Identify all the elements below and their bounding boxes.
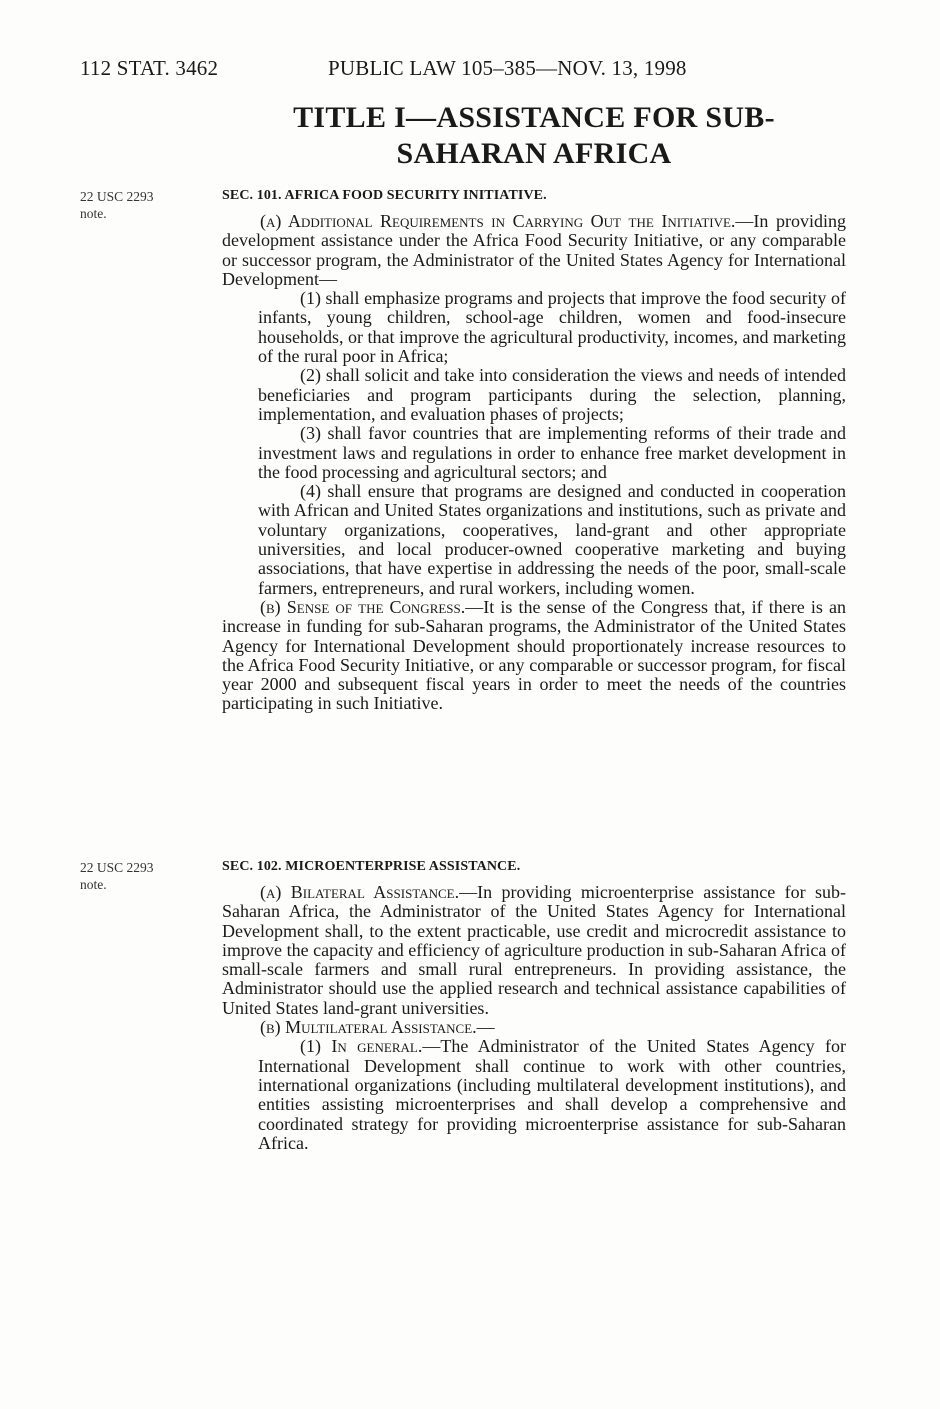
- section-101-body: [222, 212, 846, 714]
- section-101-heading: SEC. 101. AFRICA FOOD SECURITY INITIATIVE.: [222, 188, 547, 203]
- title-line-2: SAHARAN AFRICA: [396, 137, 672, 170]
- subsection-b-label: (b) Sense of the Congress.: [260, 596, 466, 617]
- paragraph-1-label: In general.: [331, 1036, 423, 1057]
- paragraph-1-text: —The Administrator of the United States Agency for International Development shall continue to work with other countries, international organizations (including multilateral development institutions), and entities assisting microenterprises and shall develop a comprehensive and coordinated strategy for providing microenterprise assistance for sub-Saharan Africa.: [258, 1036, 846, 1153]
- margin-note-suffix: note.: [80, 206, 107, 221]
- subsection-a-text: —In providing microenterprise assistance for sub-Saharan Africa, the Administrator of the United States Agency for International Development shall, to the extent practicable, use credit and microcredit assistance to improve the capacity and efficiency of agriculture production in sub-Saharan Africa of small-scale farmers and small rural entrepreneurs. In providing assistance, the Administrator should use the applied research and technical assistance capabilities of United States land-grant universities.: [222, 882, 846, 1018]
- subsection-a-label: (a) Additional Requirements in Carrying Out the Initiative.: [260, 211, 736, 231]
- margin-note-suffix: note.: [80, 877, 107, 892]
- subsection-b: [222, 1018, 846, 1037]
- subsection-b-text: —It is the sense of the Congress that, if there is an increase in funding for sub-Saharan programs, the Administrator of the United States Agency for International Development should proportionately increase resources to the Africa Food Security Initiative, or any comparable or successor program, for fiscal year 2000 and subsequent fiscal years in order to meet the needs of the countries participating in such Initiative.: [222, 596, 846, 714]
- paragraph-1-number: (1): [300, 1036, 332, 1057]
- subsection-a-text: —In providing development assistance under the Africa Food Security Initiative, or any comparable or successor program, the Administrator of the United States Agency for International Development—: [222, 211, 846, 289]
- margin-note-citation: 22 USC 2293: [80, 189, 154, 204]
- paragraph-4: (4) shall ensure that programs are designed and conducted in cooperation with African and United States organizations and institutions, such as private and voluntary organizations, cooperatives, land-grant and other appropriate universities, and local producer-owned cooperative marketing and buying associations, that have expertise in addressing the needs of the poor, small-scale farmers, entrepreneurs, and rural workers, including women.: [258, 481, 846, 598]
- subsection-a: [222, 212, 846, 289]
- paragraph-2: (2) shall solicit and take into consideration the views and needs of intended beneficiaries and program participants during the selection, planning, implementation, and evaluation phases of projects;: [258, 365, 846, 424]
- subsection-a-label: (a) Bilateral Assistance.: [260, 882, 460, 902]
- subsection-a: [222, 883, 846, 1018]
- title-heading: [200, 100, 868, 172]
- paragraph-1: [222, 1037, 846, 1153]
- margin-note-citation: 22 USC 2293: [80, 860, 154, 875]
- paragraph-1: (1) shall emphasize programs and projects that improve the food security of infants, young children, school-age children, women and food-insecure households, or that improve the agricultural productivity, incomes, and marketing of the rural poor in Africa;: [258, 288, 846, 367]
- margin-note-sec102: [80, 859, 154, 893]
- section-102-heading: SEC. 102. MICROENTERPRISE ASSISTANCE.: [222, 859, 521, 874]
- public-law-reference: PUBLIC LAW 105–385—NOV. 13, 1998: [328, 56, 687, 80]
- section-102-body: [222, 883, 846, 1153]
- subsection-b-text: —: [476, 1017, 495, 1038]
- stat-reference: 112 STAT. 3462: [80, 56, 219, 80]
- paragraph-3: (3) shall favor countries that are implementing reforms of their trade and investment laws and regulations in order to enhance free market development in the food processing and agricultural sectors; and: [258, 423, 846, 482]
- margin-note-sec101: [80, 188, 154, 222]
- title-line-1: TITLE I—ASSISTANCE FOR SUB-: [293, 101, 775, 134]
- subsection-b-label: (b) Multilateral Assistance.: [260, 1017, 477, 1038]
- subsection-b: [222, 598, 846, 714]
